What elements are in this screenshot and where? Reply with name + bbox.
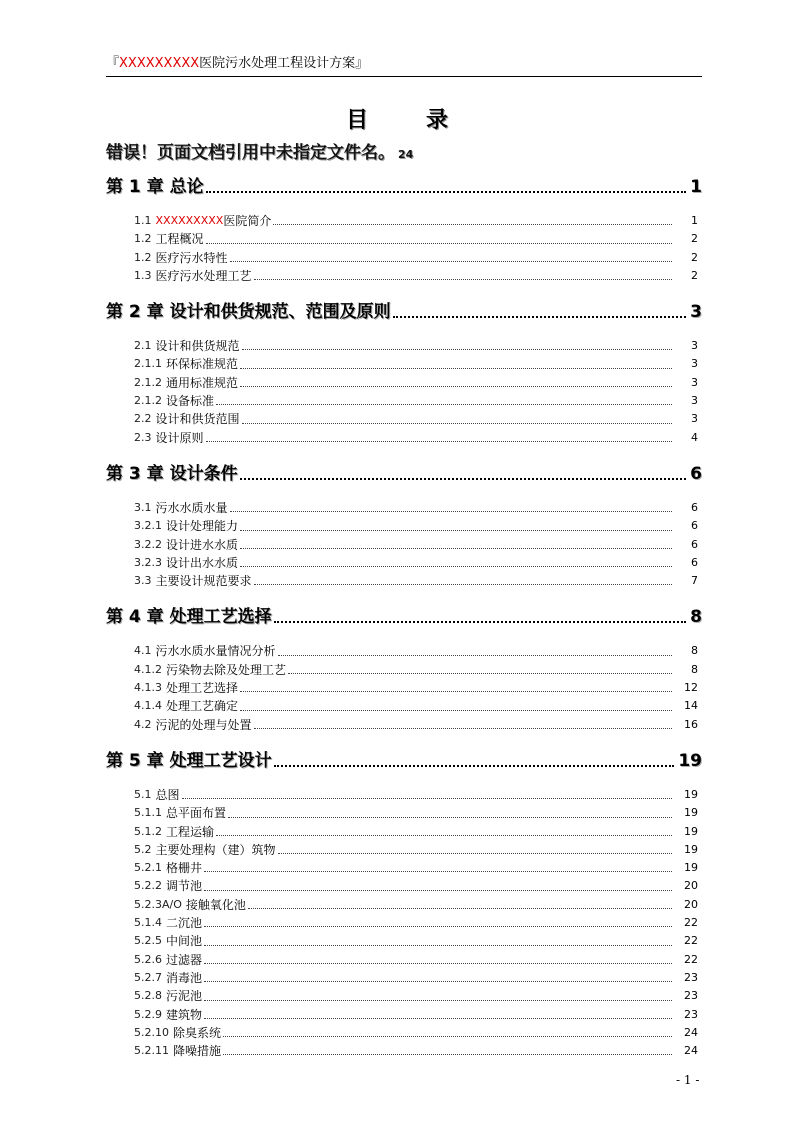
- section-page: 19: [684, 806, 698, 820]
- toc-section-entry[interactable]: [134, 1024, 698, 1042]
- section-label: 处理工艺选择: [166, 681, 239, 696]
- section-label: 污水水质水量: [155, 500, 228, 515]
- toc-section-entry[interactable]: [134, 987, 698, 1005]
- section-number: 2.1.2: [134, 394, 162, 408]
- section-label: 污水水质水量情况分析: [155, 644, 276, 659]
- section-number: 5.2.3A/O: [134, 897, 182, 911]
- toc-chapter-group: [106, 604, 702, 733]
- section-page: 2: [691, 232, 698, 246]
- section-number: 3.2.1: [134, 519, 162, 533]
- section-number: 2.1: [134, 339, 152, 353]
- toc-section-entry[interactable]: [134, 1042, 698, 1060]
- section-label: 中间池: [166, 934, 203, 949]
- dot-leader: [240, 548, 672, 549]
- toc-section-entry[interactable]: [134, 951, 698, 969]
- section-label: 医院简介: [223, 214, 272, 228]
- toc-section-entry[interactable]: [134, 786, 698, 804]
- section-number: 5.2.11: [134, 1044, 169, 1058]
- toc-section-entry[interactable]: [134, 392, 698, 410]
- section-number: 5.1.1: [134, 806, 162, 820]
- dot-leader: [240, 478, 687, 480]
- dot-leader: [204, 981, 672, 982]
- section-number: 5.1.2: [134, 824, 162, 838]
- section-label: 接触氧化池: [185, 897, 246, 912]
- toc-chapter-group: [106, 174, 702, 285]
- dot-leader: [274, 621, 687, 623]
- dot-leader: [206, 441, 672, 442]
- dot-leader: [254, 279, 672, 280]
- section-page: 8: [691, 644, 698, 658]
- chapter-label: 第 3 章 设计条件: [106, 463, 238, 484]
- reference-error: [106, 138, 413, 163]
- section-page: 6: [691, 519, 698, 533]
- section-page: 6: [691, 500, 698, 514]
- section-page: 3: [691, 375, 698, 389]
- chapter-page: 6: [690, 463, 702, 484]
- section-number: 5.2.8: [134, 989, 162, 1003]
- section-page: 3: [691, 394, 698, 408]
- toc-section-entry[interactable]: [134, 572, 698, 590]
- toc-chapter-entry[interactable]: [106, 604, 702, 630]
- section-number: 4.2: [134, 717, 152, 731]
- section-label: 消毒池: [166, 970, 203, 985]
- section-page: 23: [684, 970, 698, 984]
- dot-leader: [240, 386, 672, 387]
- section-number: 3.2.3: [134, 555, 162, 569]
- toc-section-entry[interactable]: [134, 642, 698, 660]
- dot-leader: [393, 316, 687, 318]
- section-number: 2.3: [134, 430, 152, 444]
- toc-section-entry[interactable]: [134, 355, 698, 373]
- toc-section-entry[interactable]: [134, 429, 698, 447]
- dot-leader: [254, 728, 672, 729]
- section-number: 2.1.1: [134, 357, 162, 371]
- section-page: 12: [684, 681, 698, 695]
- section-page: 16: [684, 717, 698, 731]
- section-label: 设计处理能力: [166, 519, 239, 534]
- section-page: 20: [684, 897, 698, 911]
- section-page: 23: [684, 989, 698, 1003]
- dot-leader: [230, 261, 672, 262]
- toc-section-entry[interactable]: [134, 697, 698, 715]
- chapter-page: 3: [690, 302, 702, 323]
- dot-leader: [206, 191, 687, 193]
- section-number: 1.3: [134, 268, 152, 282]
- toc-chapter-group: [106, 461, 702, 590]
- section-page: 19: [684, 861, 698, 875]
- section-label: 除臭系统: [173, 1025, 222, 1040]
- dot-leader: [228, 817, 672, 818]
- section-page: 2: [691, 268, 698, 282]
- section-page: 4: [691, 430, 698, 444]
- dot-leader: [274, 765, 675, 767]
- dot-leader: [240, 691, 672, 692]
- toc-section-entry[interactable]: [134, 212, 698, 230]
- toc-section-entry[interactable]: [134, 249, 698, 267]
- section-number: 1.2: [134, 232, 152, 246]
- section-label: 设计和供货规范: [155, 339, 240, 354]
- section-page: 20: [684, 879, 698, 893]
- section-page: 24: [684, 1025, 698, 1039]
- section-label: 主要设计规范要求: [155, 574, 252, 589]
- toc-section-entry[interactable]: [134, 841, 698, 859]
- section-number: 5.2.1: [134, 861, 162, 875]
- toc-section-entry[interactable]: [134, 932, 698, 950]
- dot-leader: [223, 1036, 672, 1037]
- section-page: 6: [691, 555, 698, 569]
- section-page: 3: [691, 357, 698, 371]
- chapter-label: 第 5 章 处理工艺设计: [106, 750, 272, 771]
- page-number: - 1 -: [676, 1073, 700, 1087]
- section-number: 5.2.6: [134, 952, 162, 966]
- section-label: 设备标准: [166, 394, 215, 409]
- reference-error-page: 24: [398, 148, 414, 161]
- section-number: 4.1.3: [134, 681, 162, 695]
- dot-leader: [204, 945, 672, 946]
- section-page: 22: [684, 916, 698, 930]
- section-number: 4.1: [134, 644, 152, 658]
- toc-section-entry[interactable]: [134, 804, 698, 822]
- dot-leader: [230, 511, 672, 512]
- section-page: 14: [684, 699, 698, 713]
- toc-chapter-entry[interactable]: [106, 748, 702, 774]
- section-label: 设计原则: [155, 430, 204, 445]
- toc-section-entry[interactable]: [134, 679, 698, 697]
- section-number: 5.2: [134, 842, 152, 856]
- dot-leader: [204, 1000, 672, 1001]
- section-number: 5.1: [134, 787, 152, 801]
- toc-chapter-entry[interactable]: [106, 299, 702, 325]
- section-page: 24: [684, 1044, 698, 1058]
- section-label: 医疗污水特性: [155, 250, 228, 265]
- chapter-label: 第 4 章 处理工艺选择: [106, 607, 272, 628]
- section-number: 4.1.4: [134, 699, 162, 713]
- section-label: 过滤器: [166, 952, 203, 967]
- header-close: 』: [355, 56, 369, 71]
- section-number: 3.2.2: [134, 537, 162, 551]
- toc-section-entry[interactable]: [134, 374, 698, 392]
- section-page: 7: [691, 574, 698, 588]
- toc-section-entry[interactable]: [134, 536, 698, 554]
- section-label: 设计和供货范围: [155, 412, 240, 427]
- section-page: 22: [684, 952, 698, 966]
- section-label: 总图: [155, 787, 180, 802]
- dot-leader: [204, 871, 672, 872]
- section-label: 设计出水水质: [166, 555, 239, 570]
- toc-section-entry[interactable]: [134, 823, 698, 841]
- section-number: 2.1.2: [134, 375, 162, 389]
- toc-section-entry[interactable]: [134, 877, 698, 895]
- section-label: 通用标准规范: [166, 375, 239, 390]
- dot-leader: [240, 566, 672, 567]
- dot-leader: [240, 530, 672, 531]
- section-red-placeholder: XXXXXXXXX: [155, 214, 224, 227]
- section-page: 6: [691, 537, 698, 551]
- header-title: 医院污水处理工程设计方案: [199, 56, 356, 71]
- chapter-page: 1: [690, 177, 702, 197]
- dot-leader: [204, 926, 672, 927]
- chapter-page: 8: [690, 607, 702, 628]
- header-hospital-placeholder: XXXXXXXXX: [119, 56, 200, 71]
- section-page: 19: [684, 824, 698, 838]
- dot-leader: [204, 963, 672, 964]
- toc-section-entry[interactable]: [134, 661, 698, 679]
- section-page: 19: [684, 787, 698, 801]
- toc-chapter-entry[interactable]: [106, 174, 702, 200]
- toc-section-entry[interactable]: [134, 410, 698, 428]
- toc-section-entry[interactable]: [134, 499, 698, 517]
- toc-section-entry[interactable]: [134, 517, 698, 535]
- section-number: 5.1.4: [134, 916, 162, 930]
- section-label: 工程概况: [155, 232, 204, 247]
- section-number: 5.2.5: [134, 934, 162, 948]
- chapter-page: 19: [678, 750, 702, 771]
- section-label: 处理工艺确定: [166, 699, 239, 714]
- section-label: 建筑物: [166, 1007, 203, 1022]
- section-label: 医疗污水处理工艺: [155, 268, 252, 283]
- section-number: 1.2: [134, 250, 152, 264]
- section-number: 2.2: [134, 412, 152, 426]
- dot-leader: [248, 908, 672, 909]
- page-header: [106, 55, 702, 77]
- toc-section-entry[interactable]: [134, 230, 698, 248]
- dot-leader: [216, 404, 672, 405]
- section-number: 5.2.9: [134, 1007, 162, 1021]
- section-page: 23: [684, 1007, 698, 1021]
- dot-leader: [242, 349, 672, 350]
- section-label: 二沉池: [166, 916, 203, 931]
- section-label: 污泥的处理与处置: [155, 717, 252, 732]
- dot-leader: [273, 224, 672, 225]
- dot-leader: [204, 1018, 672, 1019]
- toc-section-entry[interactable]: [134, 969, 698, 987]
- dot-leader: [240, 710, 672, 711]
- chapter-label: 第 1 章 总论: [106, 177, 204, 197]
- section-page: 1: [691, 214, 698, 227]
- dot-leader: [182, 798, 672, 799]
- dot-leader: [204, 890, 672, 891]
- section-page: 22: [684, 934, 698, 948]
- chapter-label: 第 2 章 设计和供货规范、范围及原则: [106, 302, 391, 323]
- header-open: 『: [106, 56, 120, 71]
- toc-chapter-entry[interactable]: [106, 461, 702, 487]
- section-label: 污染物去除及处理工艺: [166, 662, 287, 677]
- section-label: 主要处理构（建）筑物: [155, 842, 276, 857]
- toc-section-entry[interactable]: [134, 337, 698, 355]
- section-label: 工程运输: [166, 824, 215, 839]
- section-page: 2: [691, 250, 698, 264]
- dot-leader: [223, 1054, 672, 1055]
- section-label: 降噪措施: [173, 1044, 222, 1059]
- toc-section-entry[interactable]: [134, 267, 698, 285]
- section-page: 3: [691, 339, 698, 353]
- table-of-contents: [106, 174, 702, 1074]
- toc-section-entry[interactable]: [134, 1006, 698, 1024]
- dot-leader: [254, 584, 672, 585]
- section-label: 总平面布置: [166, 806, 227, 821]
- section-number: 5.2.10: [134, 1025, 169, 1039]
- section-label: 污泥池: [166, 989, 203, 1004]
- section-label: 设计进水水质: [166, 537, 239, 552]
- section-number: 3.3: [134, 574, 152, 588]
- section-label: 调节池: [166, 879, 203, 894]
- section-page: 3: [691, 412, 698, 426]
- toc-section-entry[interactable]: [134, 716, 698, 734]
- section-number: 3.1: [134, 500, 152, 514]
- section-number: 1.1: [134, 214, 152, 227]
- reference-error-text: 错误！页面文档引用中未指定文件名。: [106, 143, 395, 163]
- toc-section-entry[interactable]: [134, 914, 698, 932]
- section-number: 5.2.2: [134, 879, 162, 893]
- section-label: 格栅井: [166, 861, 203, 876]
- toc-section-entry[interactable]: [134, 554, 698, 572]
- toc-title: 目录: [345, 108, 506, 133]
- dot-leader: [206, 243, 672, 244]
- section-page: 8: [691, 662, 698, 676]
- toc-chapter-group: [106, 299, 702, 447]
- toc-chapter-group: [106, 748, 702, 1060]
- dot-leader: [240, 368, 672, 369]
- dot-leader: [242, 423, 672, 424]
- toc-section-entry[interactable]: [134, 896, 698, 914]
- dot-leader: [216, 835, 672, 836]
- dot-leader: [278, 655, 672, 656]
- section-number: 5.2.7: [134, 970, 162, 984]
- toc-section-entry[interactable]: [134, 859, 698, 877]
- section-number: 4.1.2: [134, 662, 162, 676]
- section-page: 19: [684, 842, 698, 856]
- dot-leader: [278, 853, 672, 854]
- section-label: 环保标准规范: [166, 357, 239, 372]
- dot-leader: [288, 673, 672, 674]
